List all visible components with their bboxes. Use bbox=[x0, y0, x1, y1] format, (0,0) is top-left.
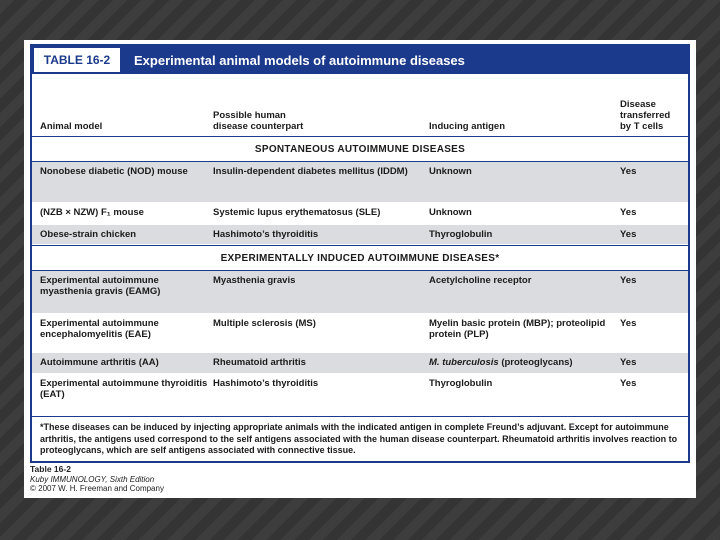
cell-antigen-rest: (proteoglycans) bbox=[498, 357, 573, 368]
cell-antigen: Acetylcholine receptor bbox=[429, 275, 532, 286]
cell-human-disease: Insulin-dependent diabetes mellitus (IDDM) bbox=[213, 166, 408, 177]
header-transferred-line1: Disease bbox=[620, 99, 656, 110]
figure-credit bbox=[30, 465, 164, 494]
cell-tcells: Yes bbox=[620, 275, 637, 286]
cell-human-disease: Hashimoto’s thyroiditis bbox=[213, 378, 319, 389]
slide bbox=[24, 40, 696, 498]
table-title: Experimental animal models of autoimmune diseases bbox=[134, 52, 465, 68]
cell-tcells: Yes bbox=[620, 318, 637, 329]
cell-tcells: Yes bbox=[620, 357, 637, 368]
cell-human-disease: Hashimoto’s thyroiditis bbox=[213, 229, 319, 240]
cell-tcells: Yes bbox=[620, 378, 637, 389]
table-row bbox=[32, 353, 688, 373]
cell-human-disease: Systemic lupus erythematosus (SLE) bbox=[213, 207, 381, 218]
cell-antigen: Thyroglobulin bbox=[429, 229, 493, 240]
cell-tcells: Yes bbox=[620, 207, 637, 218]
cell-animal-model: Experimental autoimmune thyroiditis (EAT) bbox=[40, 378, 208, 400]
header-transferred-line2: transferred bbox=[620, 110, 671, 121]
cell-human-disease: Myasthenia gravis bbox=[213, 275, 296, 286]
table-row bbox=[32, 162, 688, 202]
header-inducing-antigen: Inducing antigen bbox=[429, 121, 505, 132]
header-animal-model: Animal model bbox=[40, 121, 103, 132]
table-frame bbox=[30, 44, 690, 463]
cell-animal-model: Autoimmune arthritis (AA) bbox=[40, 357, 159, 368]
cell-animal-model: Experimental autoimmune myasthenia gravis (EAMG) bbox=[40, 275, 161, 297]
cell-antigen bbox=[429, 357, 617, 368]
cell-antigen: Unknown bbox=[429, 207, 472, 218]
cell-antigen-italic: M. tuberculosis bbox=[429, 357, 499, 368]
credit-line2: Kuby IMMUNOLOGY, Sixth Edition bbox=[30, 474, 155, 484]
cell-antigen: Thyroglobulin bbox=[429, 378, 493, 389]
table-label: TABLE 16-2 bbox=[34, 48, 120, 72]
cell-antigen: Unknown bbox=[429, 166, 472, 177]
table-row bbox=[32, 271, 688, 313]
cell-human-disease: Rheumatoid arthritis bbox=[213, 357, 306, 368]
credit-line1: Table 16-2 bbox=[30, 464, 71, 474]
table-row bbox=[32, 225, 688, 244]
table-row bbox=[32, 314, 688, 352]
section-induced: EXPERIMENTALLY INDUCED AUTOIMMUNE DISEASES* bbox=[32, 246, 688, 271]
table-row bbox=[32, 374, 688, 414]
table-header bbox=[32, 78, 688, 137]
cell-animal-model: Obese-strain chicken bbox=[40, 229, 137, 240]
header-human-counterpart bbox=[213, 110, 303, 132]
divider bbox=[32, 416, 688, 417]
header-human-line2: disease counterpart bbox=[213, 121, 304, 132]
cell-tcells: Yes bbox=[620, 166, 637, 177]
table-row bbox=[32, 203, 688, 224]
header-human-line1: Possible human bbox=[213, 110, 286, 121]
header-transferred bbox=[620, 99, 670, 132]
title-bar bbox=[32, 46, 688, 74]
credit-line3: © 2007 W. H. Freeman and Company bbox=[30, 484, 164, 493]
header-transferred-line3: by T cells bbox=[620, 121, 664, 132]
cell-tcells: Yes bbox=[620, 229, 637, 240]
cell-animal-model: Nonobese diabetic (NOD) mouse bbox=[40, 166, 188, 177]
cell-animal-model: (NZB × NZW) F₁ mouse bbox=[40, 207, 144, 218]
cell-human-disease: Multiple sclerosis (MS) bbox=[213, 318, 316, 329]
section-spontaneous: SPONTANEOUS AUTOIMMUNE DISEASES bbox=[32, 137, 688, 162]
cell-antigen: Myelin basic protein (MBP); proteolipid protein (PLP) bbox=[429, 318, 606, 340]
footnote: *These diseases can be induced by injecting appropriate animals with the indicated antigen in complete Freund’s adjuvant. Except for autoimmune arthritis, the antigens used correspond to the self antigens associated with the human disease counterpart. Rheumatoid arthritis involves reaction to proteoglycans, which are self antigens associated with connective tissue. bbox=[40, 422, 678, 455]
cell-animal-model: Experimental autoimmune encephalomyelitis (EAE) bbox=[40, 318, 159, 340]
